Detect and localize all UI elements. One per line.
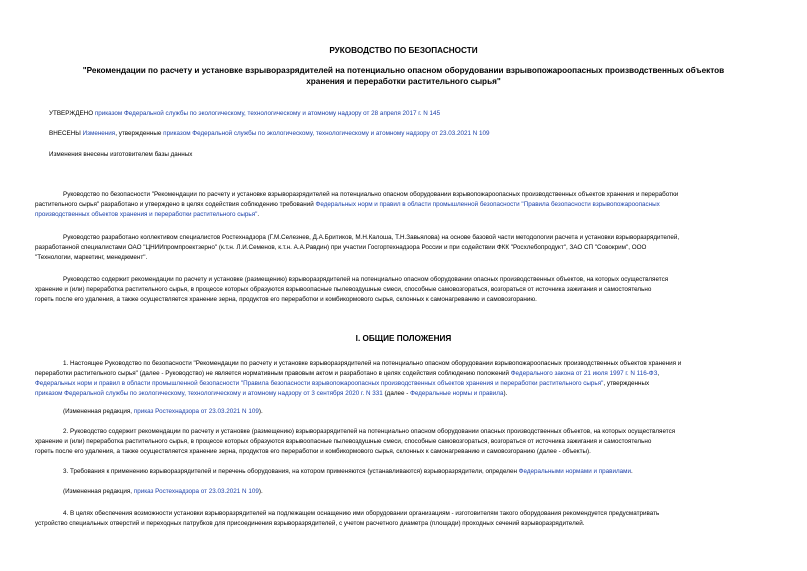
- rostekhnadzor-order-link-2[interactable]: приказ Ростехнадзора от 23.03.2021 N 109: [133, 488, 259, 495]
- federal-norms-link-cont[interactable]: производственных объектов хранения и переработки растительного сырья": [35, 211, 258, 218]
- document-title: РУКОВОДСТВО ПО БЕЗОПАСНОСТИ: [329, 46, 478, 55]
- amendments-link[interactable]: Изменения: [82, 130, 116, 137]
- para-1-line-2: [35, 370, 659, 377]
- federal-norms-link[interactable]: Федеральных норм и правил в области промышленной безопасности "Правила безопасности взрывопожароопасных: [315, 201, 660, 208]
- federal-law-link[interactable]: Федерального закона от 21 июля 1997 г. N 116-ФЗ: [510, 370, 658, 377]
- edition-note-2: [63, 488, 263, 495]
- federal-norms-rules-link-2[interactable]: Федеральными нормами и правилами: [518, 468, 632, 475]
- para-3: [63, 468, 633, 475]
- document-subtitle-line-1: "Рекомендации по расчету и установке взрыворазрядителей на потенциально опасном оборудовании взрывопожароопасных производственных объектов: [82, 66, 725, 75]
- edition-note-2-prefix: (Измененная редакция,: [63, 488, 134, 495]
- document-subtitle-line-2: хранения и переработки растительного сырья": [306, 77, 501, 86]
- intro-1-line-2: [35, 201, 660, 208]
- para-1-close: ).: [503, 390, 508, 397]
- federal-norms-rules-link[interactable]: Федеральных норм и правил в области промышленной безопасности "Правила безопасности взрывопожароопасных производственных объектов хранения и переработки растительного сырья": [35, 380, 604, 387]
- intro-1-end: .: [257, 211, 260, 218]
- intro-3-line-2: хранение и (или) переработка растительного сырья, в процессе которых образуются взрывоопасные пылевоздушные смеси, способные самовозгораться, возгораться от источника зажигания и самостоятельно: [35, 286, 652, 293]
- intro-2-line-1: Руководство разработано коллективом специалистов Ростехнадзора (Г.М.Селезнев, Д.А.Бритиков, М.Н.Калоша, Т.Н.Завьялова) на основе базовой части методологии расчета и установки взрыворазрядителей,: [63, 234, 680, 241]
- federal-norms-short-link[interactable]: Федеральные нормы и правила: [410, 390, 504, 397]
- edition-note-1-prefix: (Измененная редакция,: [63, 408, 134, 415]
- para-1-line-1: 1. Настоящее Руководство по безопасности "Рекомендации по расчету и установке взрыворазрядителей на потенциально опасном оборудовании взрывопожароопасных производственных объектов хранения и: [63, 360, 682, 367]
- intro-3-line-1: Руководство содержит рекомендации по расчету и установке (размещению) взрыворазрядителей на потенциально опасном оборудовании опасных производственных объектов, на которых осуществляется: [63, 276, 669, 283]
- edition-note-2-suffix: ).: [258, 488, 263, 495]
- para-1-hence: (далее -: [382, 390, 411, 397]
- intro-1-text: растительного сырья" разработано и утверждено в целях содействия соблюдению требований: [35, 201, 316, 208]
- approved-order-link[interactable]: приказом Федеральной службы по экологическому, технологическому и атомному надзору от 28 апреля 2017 г. N 145: [94, 110, 441, 117]
- intro-2-line-3: "Технологии, маркетинг, менеджмент".: [35, 254, 148, 261]
- para-3-text: 3. Требования к применению взрыворазрядителей и перечень оборудования, на котором применяются (устанавливаются) взрыворазрядители, определен: [63, 468, 519, 475]
- intro-3-line-3: гореть после его удаления, а также осуществляется хранение зерна, продуктов его переработки и комбикормового сырья, склонных к самонагреванию и самовозгоранию.: [35, 296, 537, 303]
- edition-note-1-suffix: ).: [258, 408, 263, 415]
- para-1-text: переработки растительного сырья" (далее - Руководство) не является нормативным правовым актом и разработано в целях содействия соблюдению положений: [35, 370, 511, 377]
- para-3-end: .: [631, 468, 633, 475]
- para-1-line-3: [35, 380, 649, 387]
- amended-prefix: ВНЕСЕНЫ: [49, 130, 83, 137]
- para-2-line-2: хранение и (или) переработка растительного сырья, в процессе которых образуются взрывоопасные пылевоздушные смеси, способные самовозгораться, возгораться от источника зажигания и самостоятельно: [35, 438, 652, 445]
- para-2-line-3: гореть после его удаления, а также осуществляется хранение зерна, продуктов его переработки и комбикормового сырья, склонных к самонагреванию и самовозгоранию (далее - объекты).: [35, 448, 591, 455]
- approved-line: [49, 110, 440, 117]
- para-1-line-4: [35, 390, 507, 397]
- para-1-comma: ,: [657, 370, 660, 377]
- order-331-link[interactable]: приказом Федеральной службы по экологическому, технологическому и атомному надзору от 3 сентября 2020 г. N 331: [35, 390, 383, 397]
- intro-1-line-3: [35, 211, 259, 218]
- database-note: Изменения внесены изготовителем базы данных: [49, 151, 193, 158]
- rostekhnadzor-order-link-1[interactable]: приказ Ростехнадзора от 23.03.2021 N 109: [133, 408, 259, 415]
- para-4-line-2: устройство специальных отверстий и переходных патрубков для присоединения взрыворазрядителей, с учетом расчетного диаметра (площади) проходных сечений взрыворазрядителей.: [35, 520, 585, 527]
- section-heading: I. ОБЩИЕ ПОЛОЖЕНИЯ: [355, 334, 452, 343]
- amended-line: [49, 130, 490, 137]
- edition-note-1: [63, 408, 263, 415]
- approved-prefix: УТВЕРЖДЕНО: [49, 110, 95, 117]
- para-1-approved: , утвержденных: [603, 380, 650, 387]
- intro-2-line-2: разработанной специалистами ОАО "ЦНИИпромпроектзерно" (к.т.н. Л.И.Семенов, к.т.н. А.А.Равдин) при участии Госгортехнадзора России и при содействии ФКК "Росхлебопродукт", ЗАО СП "Совокрим", ООО: [35, 244, 647, 251]
- para-2-line-1: 2. Руководство содержит рекомендации по расчету и установке (размещению) взрыворазрядителей на потенциально опасном оборудовании опасных производственных объектов, на которых осуществляется: [63, 428, 676, 435]
- intro-1-line-1: Руководство по безопасности "Рекомендации по расчету и установке взрыворазрядителей на потенциально опасном оборудовании взрывопожароопасных производственных объектов хранения и переработки: [63, 191, 679, 198]
- amended-mid: , утвержденные: [115, 130, 164, 137]
- amended-order-link[interactable]: приказом Федеральной службы по экологическому, технологическому и атомному надзору от 23.03.2021 N 109: [163, 130, 490, 137]
- para-4-line-1: 4. В целях обеспечения возможности установки взрыворазрядителей на подлежащем оснащению ими оборудовании организациям - изготовителям такого оборудования рекомендуется предусматривать: [63, 510, 660, 517]
